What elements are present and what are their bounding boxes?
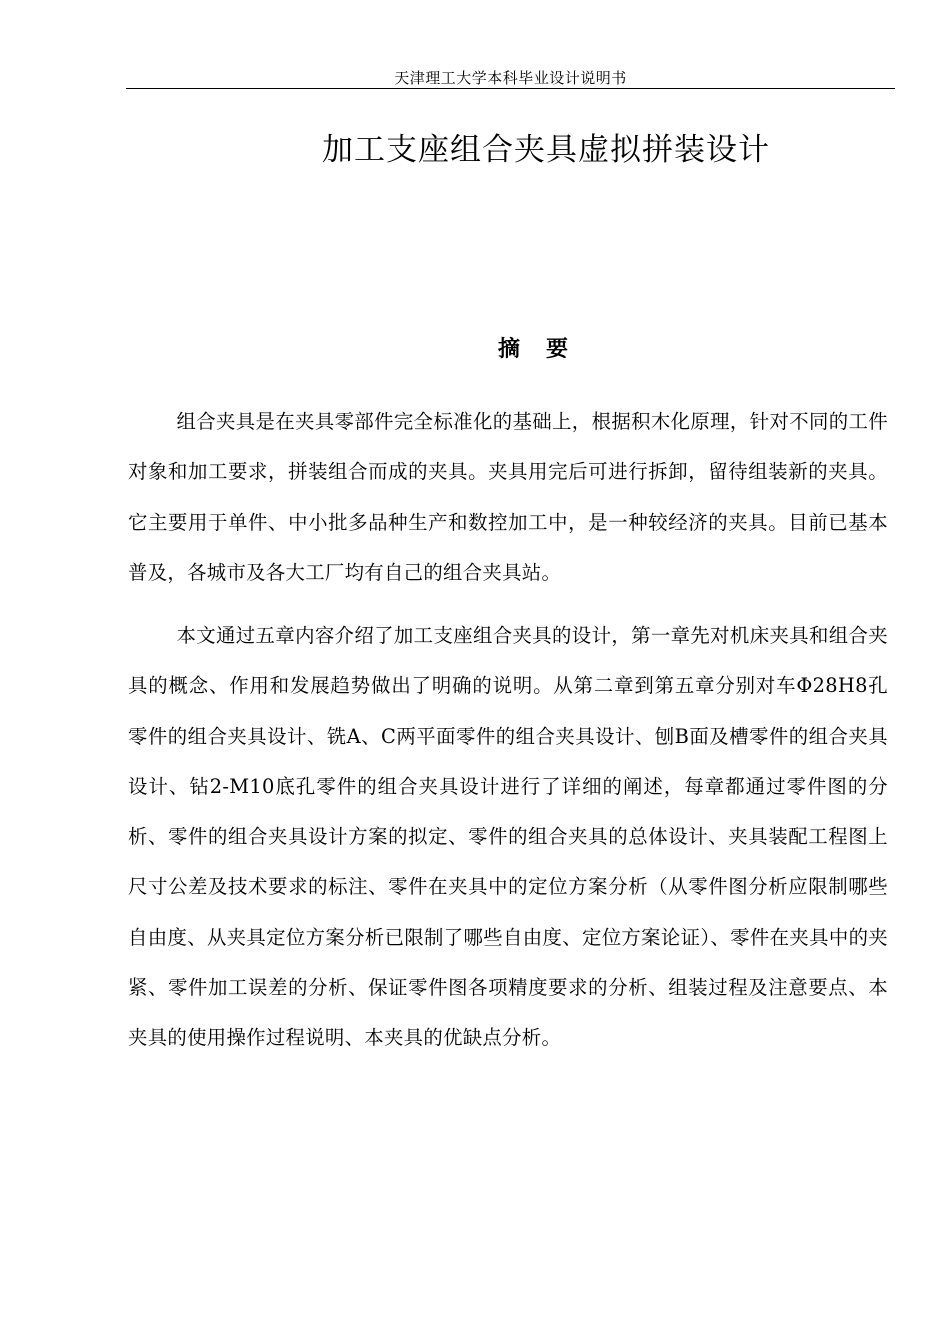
running-header: 天津理工大学本科毕业设计说明书 — [394, 69, 627, 87]
document-title: 加工支座组合夹具虚拟拼装设计 — [322, 132, 770, 168]
abstract-paragraph-2: 本文通过五章内容介绍了加工支座组合夹具的设计，第一章先对机床夹具和组合夹具的概念、作用和发展趋势做出了明确的说明。从第二章到第五章分别对车Φ28H8孔零件的组合夹具设计、铣A、C两平面零件的组合夹具设计、刨B面及槽零件的组合夹具设计、钻2-M10底孔零件的组合夹具设计进行了详细的阐述，每章都通过零件图的分析、零件的组合夹具设计方案的拟定、零件的组合夹具的总体设计、夹具装配工程图上尺寸公差及技术要求的标注、零件在夹具中的定位方案分析（从零件图分析应限制哪些自由度、从夹具定位方案分析已限制了哪些自由度、定位方案论证）、零件在夹具中的夹紧、零件加工误差的分析、保证零件图各项精度要求的分析、组装过程及注意要点、本夹具的使用操作过程说明、本夹具的优缺点分析。 — [128, 624, 888, 1050]
abstract-heading: 摘要 — [497, 337, 594, 362]
header-rule — [126, 88, 895, 89]
abstract-paragraph-1: 组合夹具是在夹具零部件完全标准化的基础上，根据积木化原理，针对不同的工件对象和加工要求，拼装组合而成的夹具。夹具用完后可进行拆卸，留待组装新的夹具。它主要用于单件、中小批多品种生产和数控加工中，是一种较经济的夹具。目前已基本普及，各城市及各大工厂均有自己的组合夹具站。 — [128, 410, 888, 584]
